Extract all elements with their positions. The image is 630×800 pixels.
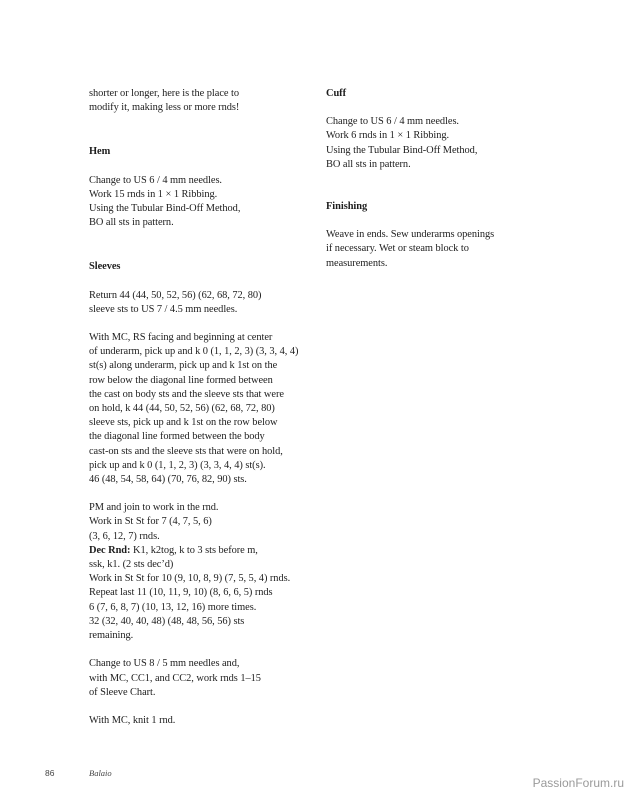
text-line: shorter or longer, here is the place to <box>89 88 239 99</box>
text-line: remaining. <box>89 630 134 642</box>
dec-rnd-text: K1, k2tog, k to 3 sts before m, <box>130 544 258 556</box>
text-line: Repeat last 11 (10, 11, 9, 10) (8, 6, 6, 5) rnds <box>89 587 273 599</box>
text-line: with MC, CC1, and CC2, work rnds 1–15 <box>89 672 261 684</box>
sleeves-paragraph-1 <box>89 289 304 317</box>
text-line: Weave in ends. Sew underarms openings <box>326 229 495 241</box>
text-line: of underarm, pick up and k 0 (1, 1, 2, 3) (3, 3, 4, 4) <box>89 346 299 358</box>
dec-rnd-line <box>89 544 304 558</box>
cuff-heading: Cuff <box>326 88 347 99</box>
finishing-paragraph <box>326 228 541 271</box>
text-line: the diagonal line formed between the body <box>89 431 265 443</box>
text-line: of Sleeve Chart. <box>89 686 156 698</box>
text-line: st(s) along underarm, pick up and k 1st on the <box>89 360 278 372</box>
text-line: Change to US 8 / 5 mm needles and, <box>89 658 240 670</box>
text-line: Change to US 6 / 4 mm needles. <box>89 174 222 186</box>
text-line: Using the Tubular Bind-Off Method, <box>326 144 478 156</box>
right-column <box>326 87 541 271</box>
page-number: 86 <box>45 768 55 778</box>
text-line: Work 6 rnds in 1 × 1 Ribbing. <box>326 130 450 142</box>
text-line: 32 (32, 40, 40, 48) (48, 48, 56, 56) sts <box>89 615 245 627</box>
hem-paragraph <box>89 174 304 231</box>
text-line: the cast on body sts and the sleeve sts that were <box>89 388 284 400</box>
text-line: measurements. <box>326 257 388 269</box>
text-line: 46 (48, 54, 58, 64) (70, 76, 82, 90) sts. <box>89 474 247 486</box>
text-line: PM and join to work in the rnd. <box>89 502 219 514</box>
text-line: Change to US 6 / 4 mm needles. <box>326 116 459 128</box>
text-line: sleeve sts, pick up and k 1st on the row below <box>89 417 278 429</box>
text-line: Return 44 (44, 50, 52, 56) (62, 68, 72, 80) <box>89 289 262 301</box>
text-line: sleeve sts to US 7 / 4.5 mm needles. <box>89 303 238 315</box>
cuff-paragraph <box>326 115 541 172</box>
text-line: Work in St St for 10 (9, 10, 8, 9) (7, 5, 5, 4) rnds. <box>89 573 291 585</box>
text-line: Work 15 rnds in 1 × 1 Ribbing. <box>89 188 218 200</box>
text-line: With MC, knit 1 rnd. <box>89 714 176 726</box>
intro-paragraph <box>89 87 304 115</box>
text-line: row below the diagonal line formed between <box>89 374 273 386</box>
sleeves-paragraph-3 <box>89 501 304 643</box>
sleeves-paragraph-2 <box>89 331 304 487</box>
text-line: (3, 6, 12, 7) rnds. <box>89 530 160 542</box>
dec-rnd-label: Dec Rnd: <box>89 544 131 556</box>
text-line: cast-on sts and the sleeve sts that were on hold, <box>89 445 283 457</box>
left-column <box>89 87 304 728</box>
text-line: With MC, RS facing and beginning at center <box>89 332 273 344</box>
text-line: BO all sts in pattern. <box>326 158 411 170</box>
text-line: pick up and k 0 (1, 1, 2, 3) (3, 3, 4, 4) st(s). <box>89 459 266 471</box>
text-line: Using the Tubular Bind-Off Method, <box>89 203 241 215</box>
hem-heading: Hem <box>89 146 111 158</box>
text-line: BO all sts in pattern. <box>89 217 174 229</box>
text-line: if necessary. Wet or steam block to <box>326 243 469 255</box>
finishing-heading: Finishing <box>326 201 368 213</box>
watermark: PassionForum.ru <box>532 776 624 790</box>
text-line: Work in St St for 7 (4, 7, 5, 6) <box>89 516 212 528</box>
text-line: ssk, k1. (2 sts dec’d) <box>89 559 174 571</box>
text-line: 6 (7, 6, 8, 7) (10, 13, 12, 16) more times. <box>89 601 257 613</box>
sleeves-paragraph-4 <box>89 657 304 700</box>
publication-title: Balaio <box>89 768 112 778</box>
sleeves-paragraph-5 <box>89 714 304 728</box>
sleeves-heading: Sleeves <box>89 261 121 273</box>
text-line: modify it, making less or more rnds! <box>89 102 240 114</box>
text-line: on hold, k 44 (44, 50, 52, 56) (62, 68, 72, 80) <box>89 403 275 415</box>
